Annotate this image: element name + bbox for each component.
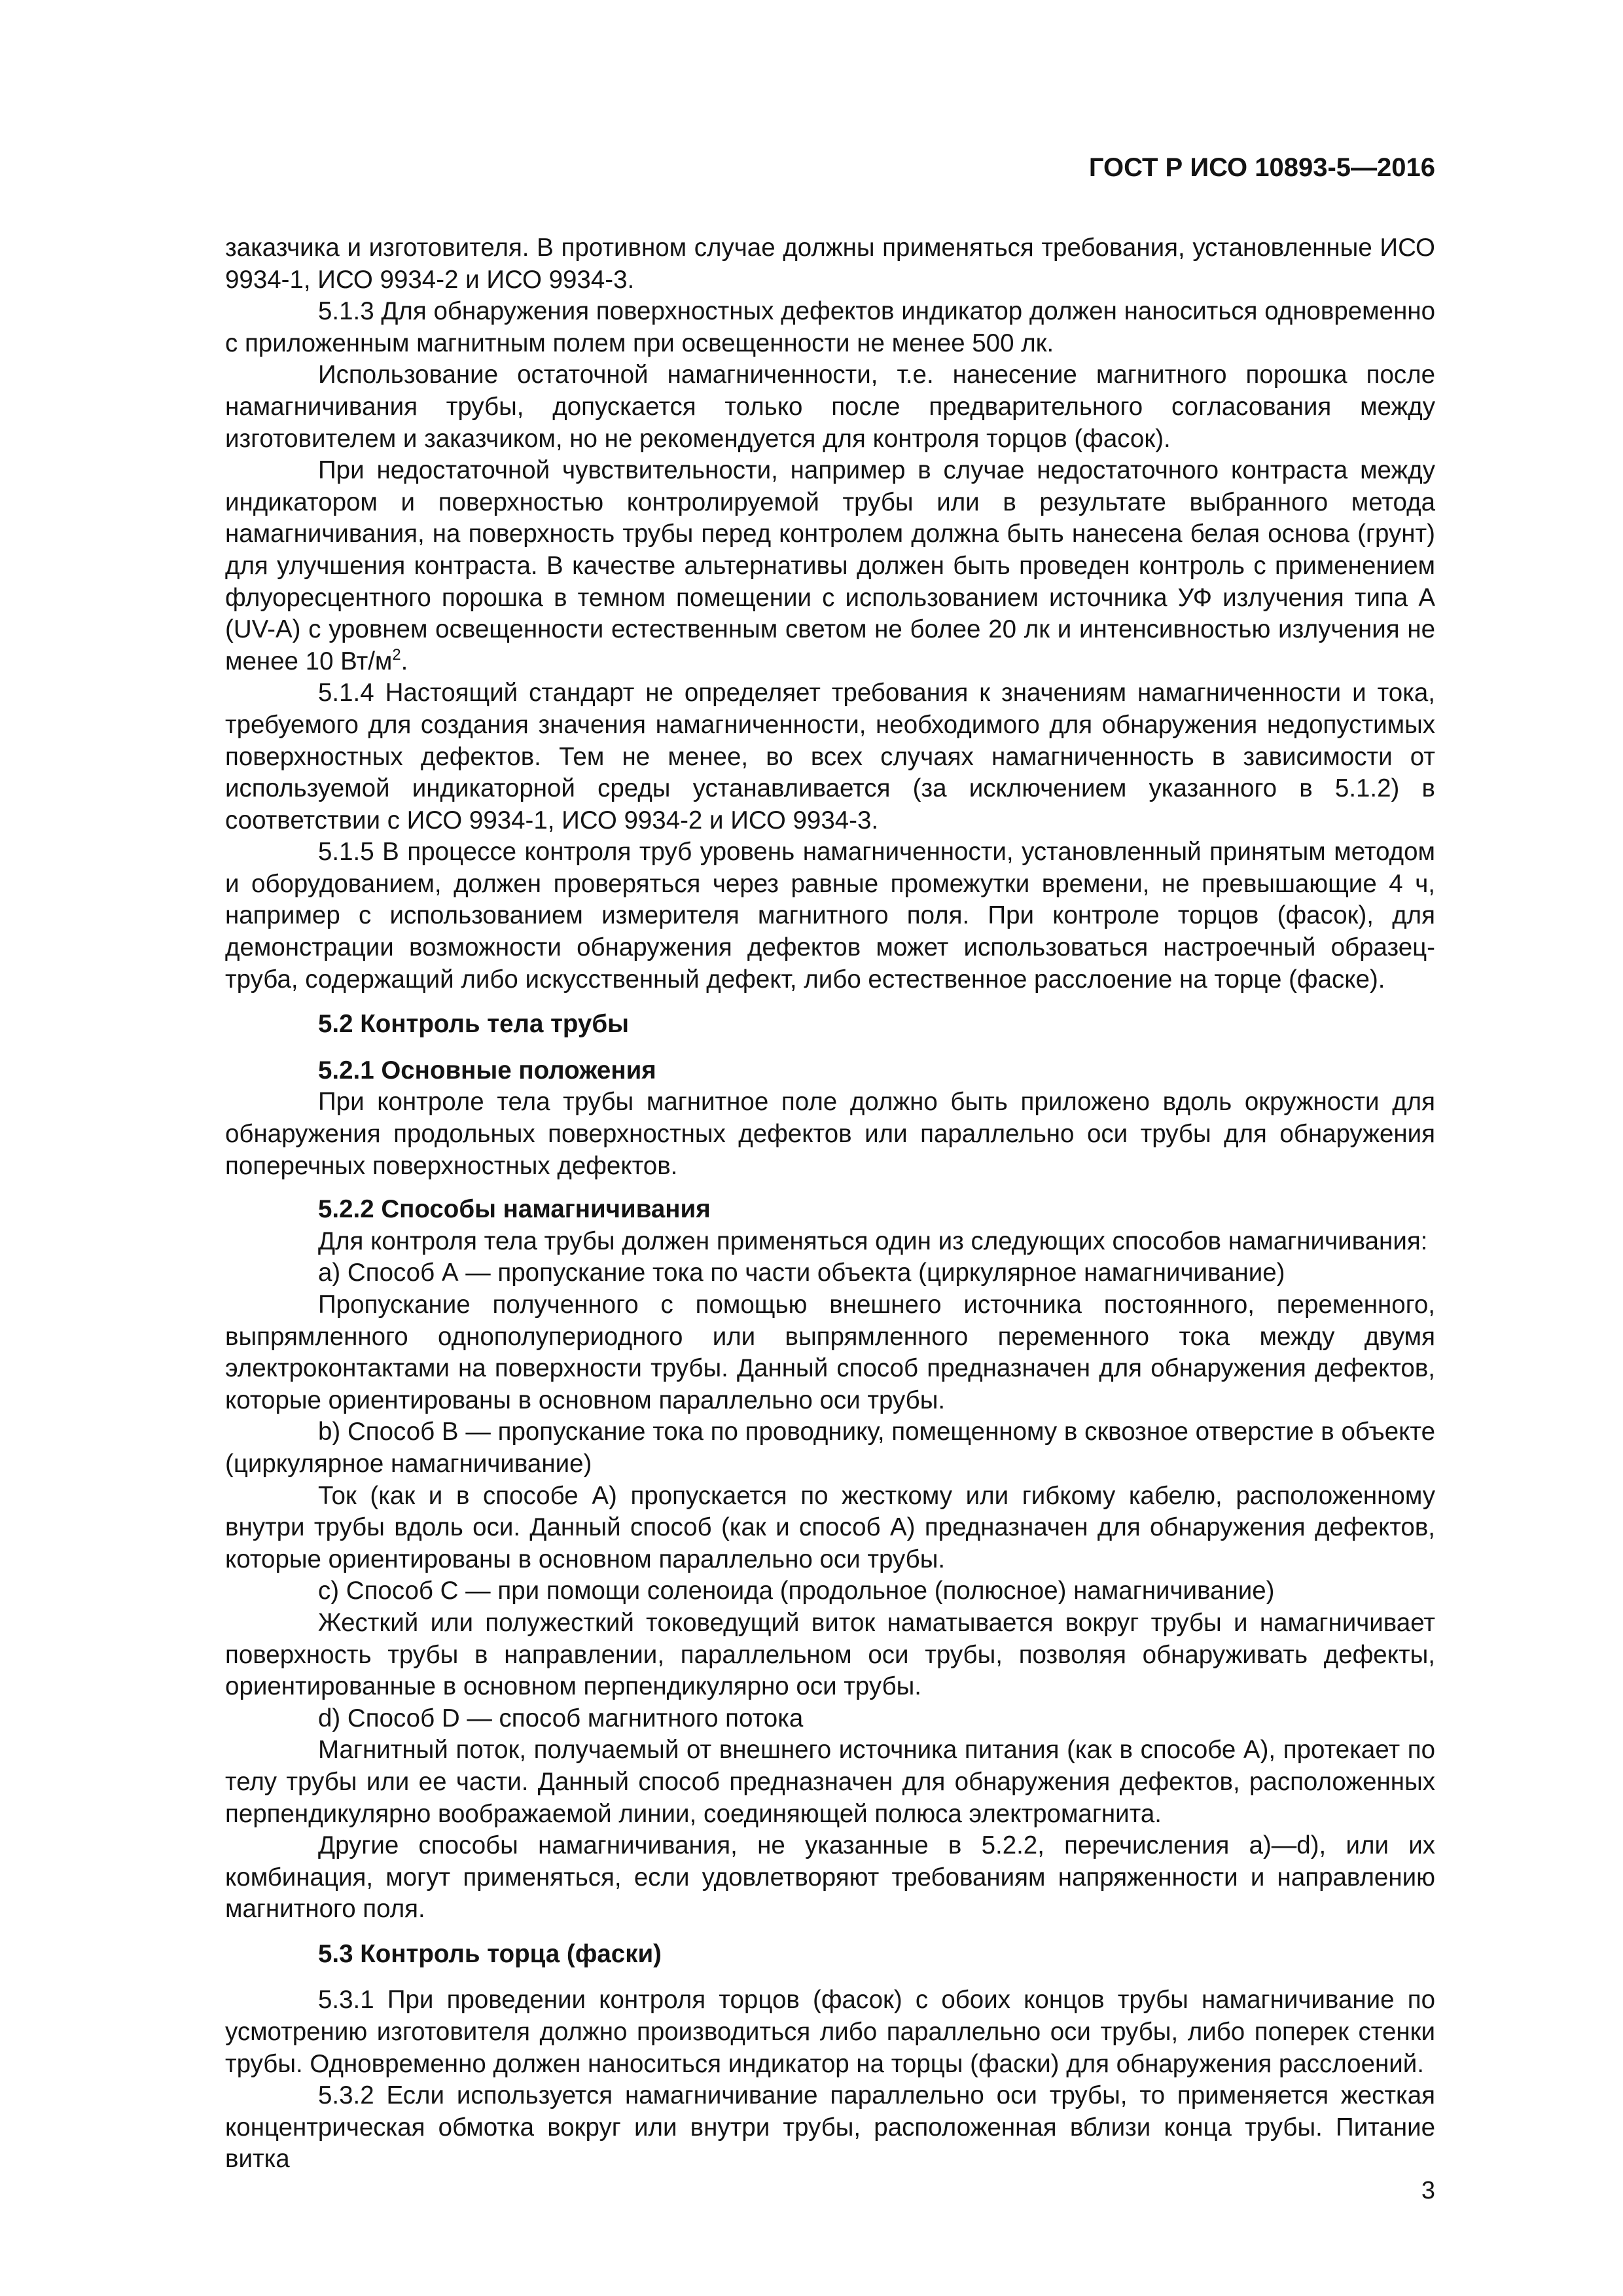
- subsection-heading-5-2-2: 5.2.2 Способы намагничивания: [318, 1195, 711, 1224]
- paragraph-end: .: [401, 647, 408, 675]
- paragraph-5-1-3: 5.1.3 Для обнаружения поверхностных дефектов индикатор должен наноситься одновременно с приложенным магнитным полем при освещенности не менее 500 лк.: [225, 297, 1435, 357]
- paragraph-other-methods: Другие способы намагничивания, не указанные в 5.2.2, перечисления а)—d), или их комбинация, могут применяться, если удовлетворяют требованиям напряженности и направлению магнитного поля.: [225, 1831, 1435, 1924]
- section-heading-5-2: 5.2 Контроль тела трубы: [318, 1010, 630, 1039]
- paragraph-5-3-1: 5.3.1 При проведении контроля торцов (фасок) с обоих концов трубы намагничивание по усмотрению изготовителя должно производиться либо параллельно оси трубы, либо поперек стенки трубы. Одновременно должен наноситься индикатор на торцы (фаски) для обнаружения расслоений.: [225, 1986, 1435, 2078]
- list-item-method-d: d) Способ D — способ магнитного потока: [318, 1704, 804, 1732]
- list-item-method-a: a) Способ А — пропускание тока по части объекта (циркулярное намагничивание): [318, 1259, 1285, 1287]
- paragraph-text: При недостаточной чувствительности, например в случае недостаточного контраста между индикатором и поверхностью контролируемой трубы или в результате выбранного метода намагничивания, на поверхность трубы перед контролем должна быть нанесена белая основа (грунт) для улучшения контраста. В качестве альтернативы должен быть проведен контроль с применением флуоресцентного порошка в темном помещении с использованием источника УФ излучения типа А (UV-A) с уровнем освещенности естественным светом не более 20 лк и интенсивностью излучения не менее 10 Вт/м: [225, 456, 1435, 675]
- superscript: 2: [392, 645, 401, 664]
- paragraph-5-1-5: 5.1.5 В процессе контроля труб уровень намагниченности, установленный принятым методом и оборудованием, должен проверяться через равные промежутки времени, не превышающие 4 ч, например с использованием измерителя магнитного поля. При контроле торцов (фасок), для демонстрации возможности обнаружения дефектов может использоваться настроечный образец-труба, содержащий либо искусственный дефект, либо естественное расслоение на торце (фаске).: [225, 838, 1435, 994]
- paragraph-method-c-description: Жесткий или полужесткий токоведущий виток наматывается вокруг трубы и намагничивает поверхность трубы в направлении, параллельном оси трубы, позволяя обнаруживать дефекты, ориентированные в основном перпендикулярно оси трубы.: [225, 1608, 1435, 1701]
- subsection-heading-5-2-1: 5.2.1 Основные положения: [318, 1056, 656, 1085]
- list-item-method-c: c) Способ С — при помощи соленоида (продольное (полюсное) намагничивание): [318, 1577, 1275, 1605]
- page-number: 3: [1421, 2177, 1435, 2204]
- document-body: [225, 232, 1435, 2176]
- paragraph-body-control: При контроле тела трубы магнитное поле должно быть приложено вдоль окружности для обнаружения продольных поверхностных дефектов или параллельно оси трубы для обнаружения поперечных поверхностных дефектов.: [225, 1088, 1435, 1180]
- paragraph-continuation: заказчика и изготовителя. В противном случае должны применяться требования, установленные ИСО 9934-1, ИСО 9934-2 и ИСО 9934-3.: [225, 234, 1435, 294]
- paragraph-method-d-description: Магнитный поток, получаемый от внешнего источника питания (как в способе А), протекает по телу трубы или ее части. Данный способ предназначен для обнаружения дефектов, расположенных перпендикулярно воображаемой линии, соединяющей полюса электромагнита.: [225, 1736, 1435, 1828]
- paragraph-residual-magnetization: Использование остаточной намагниченности, т.е. нанесение магнитного порошка после намагничивания трубы, допускается только после предварительного согласования между изготовителем и заказчиком, но не рекомендуется для контроля торцов (фасок).: [225, 361, 1435, 453]
- section-heading-5-3: 5.3 Контроль торца (фаски): [318, 1939, 662, 1968]
- paragraph-method-a-description: Пропускание полученного с помощью внешнего источника постоянного, переменного, выпрямленного однополупериодного или выпрямленного переменного тока между двумя электроконтактами на поверхности трубы. Данный способ предназначен для обнаружения дефектов, которые ориентированы в основном параллельно оси трубы.: [225, 1291, 1435, 1414]
- paragraph-5-3-2: 5.3.2 Если используется намагничивание параллельно оси трубы, то применяется жесткая концентрическая обмотка вокруг или внутри трубы, расположенная вблизи конца трубы. Питание витка: [225, 2081, 1435, 2174]
- paragraph-method-b-description: Ток (как и в способе А) пропускается по жесткому или гибкому кабелю, расположенному внутри трубы вдоль оси. Данный способ (как и способ А) предназначен для обнаружения дефектов, которые ориентированы в основном параллельно оси трубы.: [225, 1481, 1435, 1573]
- document-header: ГОСТ Р ИСО 10893-5—2016: [1088, 153, 1435, 182]
- paragraph-5-1-4: 5.1.4 Настоящий стандарт не определяет требования к значениям намагниченности и тока, требуемого для создания значения намагниченности, необходимого для обнаружения недопустимых поверхностных дефектов. Тем не менее, во всех случаях намагниченность в зависимости от используемой индикаторной среды устанавливается (за исключением указанного в 5.1.2) в соответствии с ИСО 9934-1, ИСО 9934-2 и ИСО 9934-3.: [225, 679, 1435, 834]
- paragraph-methods-intro: Для контроля тела трубы должен применяться один из следующих способов намагничивания:: [318, 1227, 1428, 1255]
- list-item-method-b: b) Способ В — пропускание тока по проводнику, помещенному в сквозное отверстие в объекте (циркулярное намагничивание): [225, 1418, 1435, 1478]
- paragraph-insufficient-sensitivity: [225, 455, 1435, 677]
